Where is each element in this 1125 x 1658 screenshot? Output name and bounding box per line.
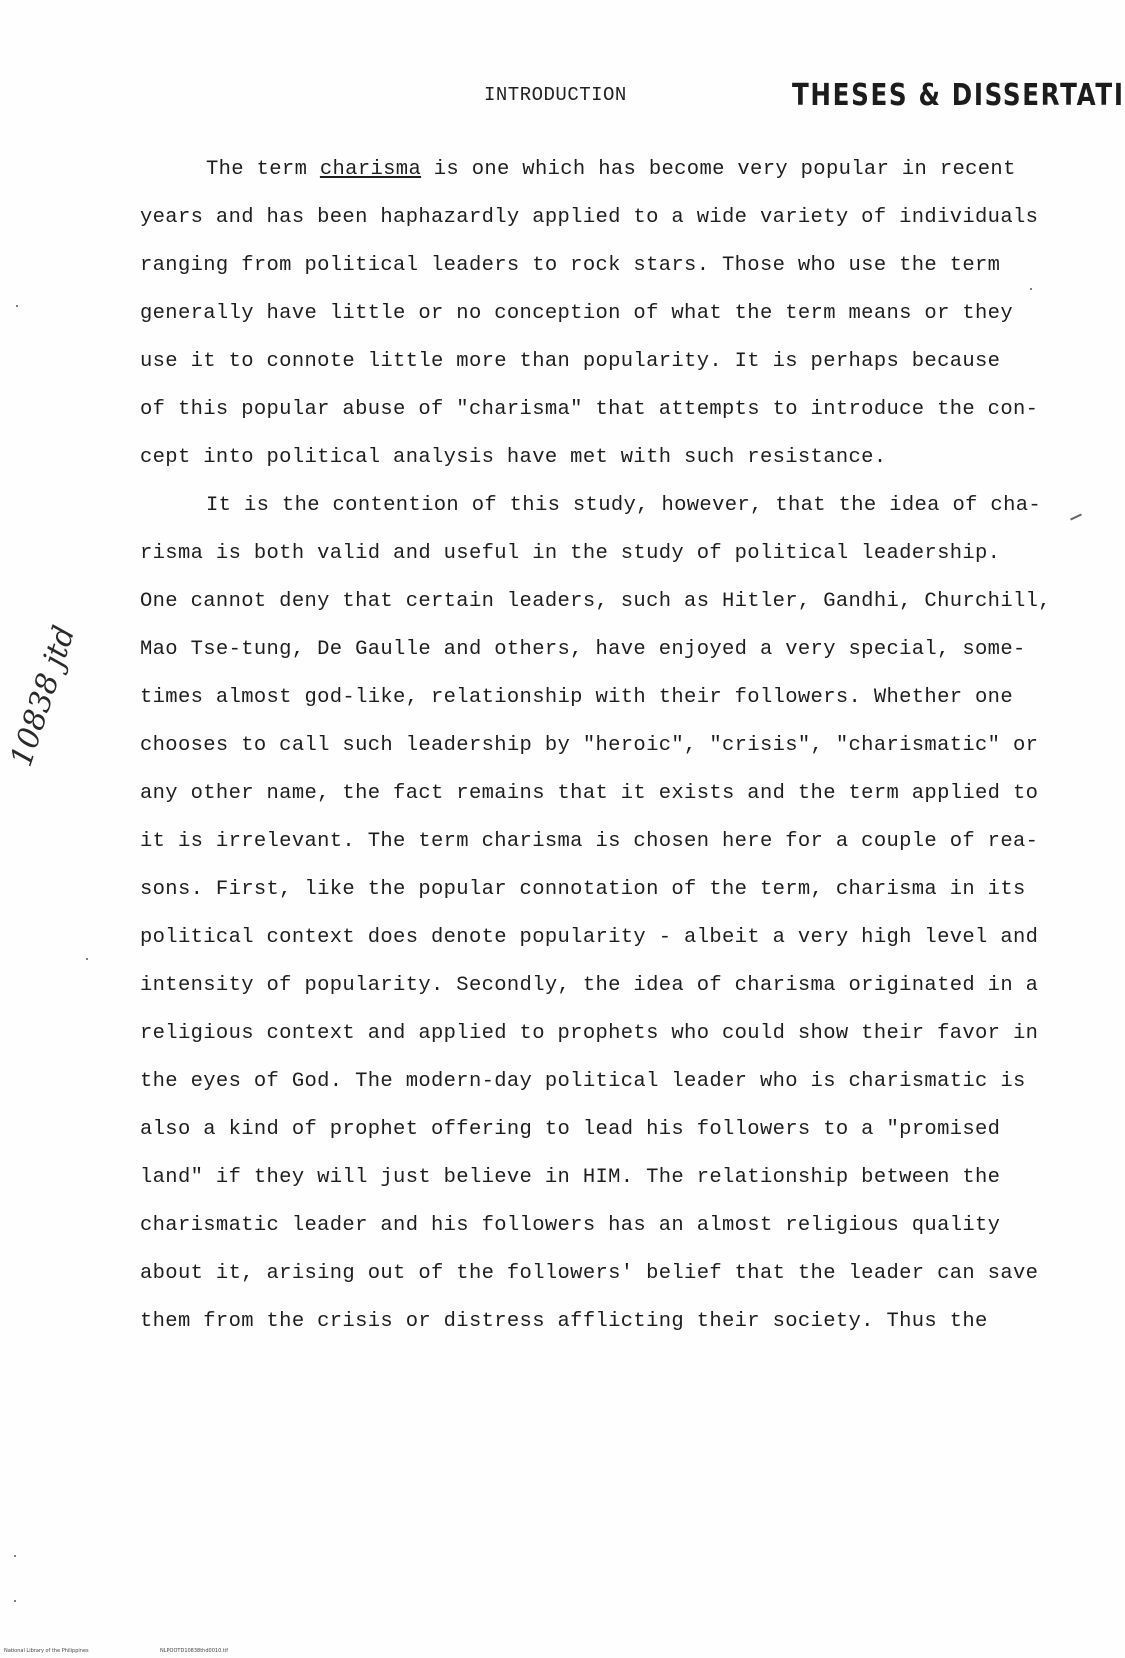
paragraph-1-line: ranging from political leaders to rock stars. Those who use the term: [140, 254, 1001, 277]
scan-speck: [1030, 288, 1032, 290]
paragraph-2-line: religious context and applied to prophets who could show their favor in: [140, 1022, 1039, 1045]
paragraph-2-line: also a kind of prophet offering to lead his followers to a "promised: [140, 1118, 1001, 1141]
paragraph-1-line: years and has been haphazardly applied to a wide variety of individuals: [140, 206, 1039, 229]
scan-speck: [14, 1555, 16, 1557]
paragraph-1-text: The term: [206, 158, 320, 181]
paragraph-2-line: about it, arising out of the followers' belief that the leader can save: [140, 1262, 1039, 1285]
paragraph-2-line: times almost god-like, relationship with their followers. Whether one: [140, 686, 1013, 709]
paragraph-2-line: Mao Tse-tung, De Gaulle and others, have enjoyed a very special, some-: [140, 638, 1026, 661]
paragraph-1-line: cept into political analysis have met with such resistance.: [140, 446, 887, 469]
paragraph-2-line: chooses to call such leadership by "heroic", "crisis", "charismatic" or: [140, 734, 1039, 757]
paragraph-1-text: is one which has become very popular in recent: [421, 158, 1016, 181]
paragraph-2-line: One cannot deny that certain leaders, such as Hitler, Gandhi, Churchill,: [140, 590, 1051, 613]
paragraph-1-line: of this popular abuse of "charisma" that attempts to introduce the con-: [140, 398, 1039, 421]
paragraph-2-line: intensity of popularity. Secondly, the idea of charisma originated in a: [140, 974, 1039, 997]
paragraph-1-line-1: [206, 158, 1016, 181]
page-heading: INTRODUCTION: [484, 84, 627, 106]
paragraph-1-line: use it to connote little more than popularity. It is perhaps because: [140, 350, 1001, 373]
paragraph-2-line-1: It is the contention of this study, however, that the idea of cha-: [206, 494, 1042, 517]
scan-speck: [14, 1600, 16, 1602]
theses-dissertation-stamp: THESES & DISSERTATI: [792, 78, 1125, 113]
underlined-term-charisma: charisma: [319, 158, 422, 181]
scan-speck: [86, 958, 88, 960]
paragraph-2-line: risma is both valid and useful in the study of political leadership.: [140, 542, 1001, 565]
handwritten-accession-note: 10838 jtd: [4, 621, 83, 771]
paragraph-2-line: charismatic leader and his followers has an almost religious quality: [140, 1214, 1001, 1237]
paragraph-2-line: political context does denote popularity - albeit a very high level and: [140, 926, 1039, 949]
paragraph-1-line: generally have little or no conception of what the term means or they: [140, 302, 1013, 325]
scan-speck: [16, 305, 18, 307]
footer-library-name: National Library of the Philippines: [4, 1648, 89, 1654]
footer-file-id: NLPOOTD10838thd0010.tif: [160, 1648, 228, 1654]
paragraph-2-line: it is irrelevant. The term charisma is chosen here for a couple of rea-: [140, 830, 1039, 853]
paragraph-2-line: sons. First, like the popular connotation of the term, charisma in its: [140, 878, 1026, 901]
paragraph-2-line: land" if they will just believe in HIM. The relationship between the: [140, 1166, 1001, 1189]
pen-mark: [1070, 514, 1082, 521]
paragraph-2-line: them from the crisis or distress afflicting their society. Thus the: [140, 1310, 988, 1333]
paragraph-2-line: any other name, the fact remains that it exists and the term applied to: [140, 782, 1039, 805]
paragraph-2-line: the eyes of God. The modern-day political leader who is charismatic is: [140, 1070, 1026, 1093]
